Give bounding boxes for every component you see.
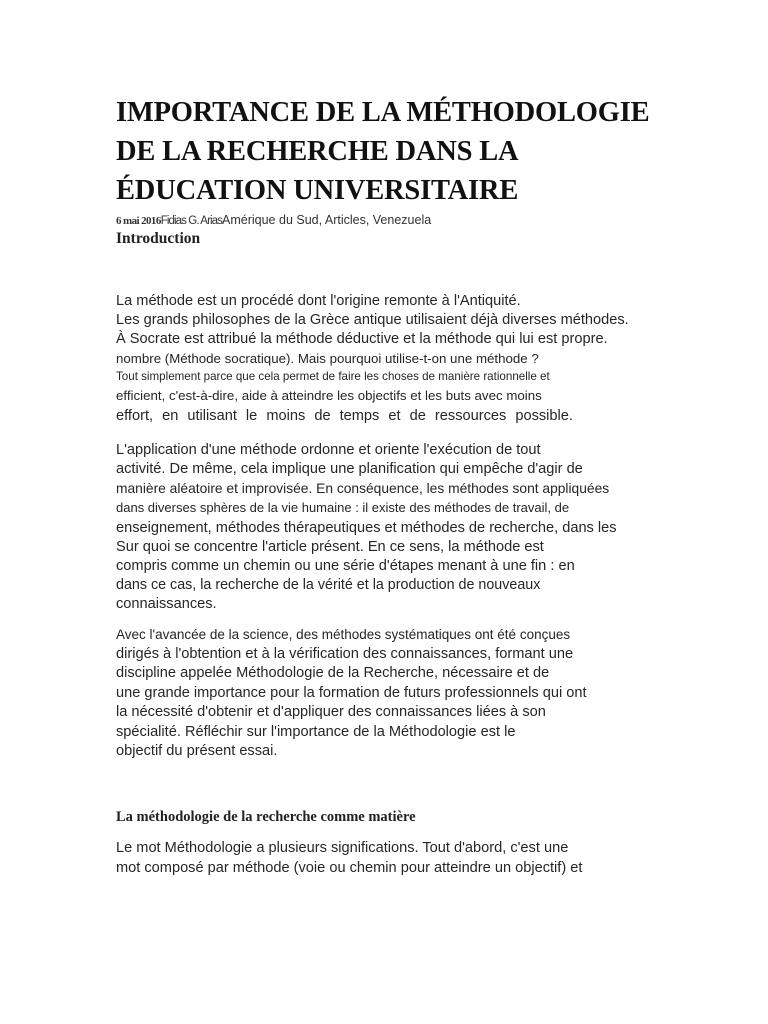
text-line: discipline appelée Méthodologie de la Recherche, nécessaire et de	[116, 665, 550, 681]
text-line: dirigés à l'obtention et à la vérification des connaissances, formant une	[116, 646, 574, 662]
text-line: la nécessité d'obtenir et d'appliquer des connaissances liées à son	[116, 704, 546, 720]
article-meta	[116, 212, 431, 229]
author-name: Fidias G. Arias	[160, 215, 223, 227]
text-line: effort, en utilisant le moins de temps et de ressources possible.	[116, 408, 573, 424]
text-line: dans diverses sphères de la vie humaine : il existe des méthodes de travail, de	[116, 500, 570, 515]
intro-heading: Introduction	[116, 230, 201, 247]
paragraph-4	[116, 838, 676, 878]
paragraph-3	[116, 625, 676, 761]
text-line: compris comme un chemin ou une série d'étapes menant à une fin : en	[116, 558, 575, 574]
text-line: objectif du présent essai.	[116, 743, 278, 759]
text-line: nombre (Méthode socratique). Mais pourquoi utilise-t-on une méthode ?	[116, 351, 539, 366]
paragraph-2	[116, 441, 676, 614]
text-line: La méthode est un procédé dont l'origine remonte à l'Antiquité.	[116, 293, 521, 309]
text-line: une grande importance pour la formation de futurs professionnels qui ont	[116, 685, 587, 701]
section-heading: La méthodologie de la recherche comme matière	[116, 809, 416, 825]
text-line: À Socrate est attribué la méthode déductive et la méthode qui lui est propre.	[116, 331, 608, 347]
title-line: DE LA RECHERCHE DANS LA	[116, 136, 519, 167]
text-line: efficient, c'est-à-dire, aide à atteindre les objectifs et les buts avec moins	[116, 388, 542, 403]
text-line: Tout simplement parce que cela permet de faire les choses de manière rationnelle et	[116, 370, 550, 383]
paragraph-1	[116, 292, 676, 427]
text-line: mot composé par méthode (voie ou chemin pour atteindre un objectif) et	[116, 860, 583, 876]
text-line: L'application d'une méthode ordonne et oriente l'exécution de tout	[116, 442, 541, 458]
text-line: Le mot Méthodologie a plusieurs significations. Tout d'abord, c'est une	[116, 840, 569, 856]
text-line: dans ce cas, la recherche de la vérité et la production de nouveaux	[116, 577, 541, 593]
text-line: manière aléatoire et improvisée. En conséquence, les méthodes sont appliquées	[116, 481, 610, 496]
text-line: connaissances.	[116, 596, 217, 612]
tag-list: Amérique du Sud, Articles, Venezuela	[222, 213, 432, 227]
text-line: Les grands philosophes de la Grèce antique utilisaient déjà diverses méthodes.	[116, 312, 629, 328]
text-line: Sur quoi se concentre l'article présent. En ce sens, la méthode est	[116, 539, 544, 555]
title-line: ÉDUCATION UNIVERSITAIRE	[116, 175, 519, 206]
text-line: enseignement, méthodes thérapeutiques et méthodes de recherche, dans les	[116, 520, 617, 536]
text-line: activité. De même, cela implique une planification qui empêche d'agir de	[116, 461, 583, 477]
title-line: IMPORTANCE DE LA MÉTHODOLOGIE	[116, 97, 650, 128]
text-line: Avec l'avancée de la science, des méthodes systématiques ont été conçues	[116, 627, 571, 642]
text-line: spécialité. Réfléchir sur l'importance de la Méthodologie est le	[116, 724, 516, 740]
publish-date: 6 mai 2016	[116, 215, 161, 227]
article-title	[116, 93, 716, 210]
